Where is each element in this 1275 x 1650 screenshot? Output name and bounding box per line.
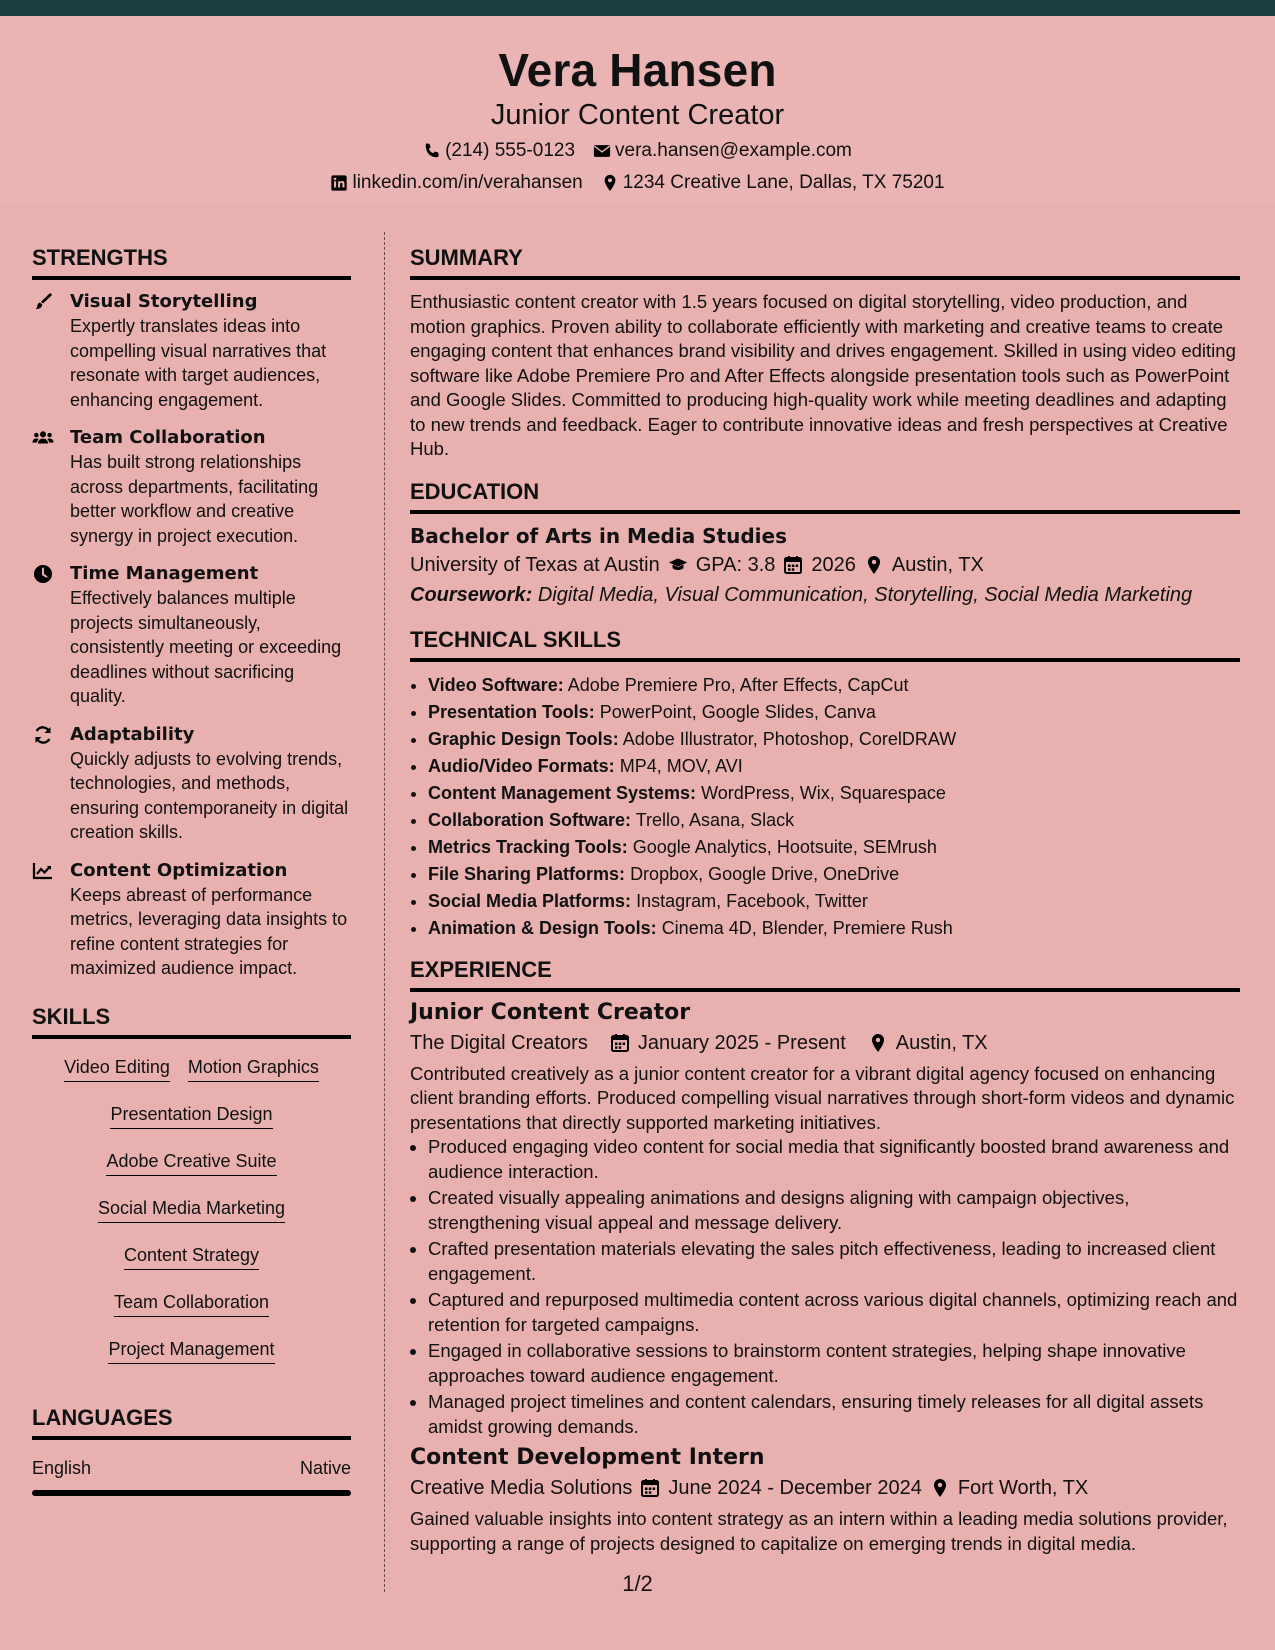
strength-title: Team Collaboration bbox=[70, 427, 266, 448]
skill-tag: Project Management bbox=[108, 1337, 274, 1364]
job-bullet: • Produced engaging video content for social media that significantly boosted brand awareness and audience interaction. bbox=[428, 1135, 1240, 1184]
summary-text: Enthusiastic content creator with 1.5 years focused on digital storytelling, video production, and motion graphics. Proven ability to collaborate efficiently with marketing and creative teams to create engaging content that enhances brand visibility and drives engagement. Skilled in using video editing software like Adobe Premiere Pro and After Effects alongside presentation tools such as PowerPoint and Google Slides. Committed to producing high-quality work while meeting deadlines and adapting to new trends and feedback. Eager to contribute innovative ideas and fresh perspectives at Creative Hub. bbox=[410, 291, 1236, 459]
skill-row bbox=[32, 1102, 351, 1129]
skill-row bbox=[32, 1243, 351, 1270]
tech-skill-item bbox=[428, 699, 1240, 726]
paintbrush-icon bbox=[32, 290, 58, 412]
tech-skill-value: Adobe Illustrator, Photoshop, CorelDRAW bbox=[622, 728, 957, 749]
tech-skill-value: Google Analytics, Hootsuite, SEMrush bbox=[632, 836, 937, 857]
map-pin-icon bbox=[864, 555, 884, 575]
coursework-label: Coursework: bbox=[410, 583, 533, 606]
graduation-cap-icon bbox=[668, 555, 688, 575]
language-row bbox=[32, 1456, 351, 1480]
contact-row-1 bbox=[0, 139, 1275, 163]
education-school: University of Texas at Austin bbox=[410, 553, 660, 576]
job-bullet: • Created visually appealing animations and designs aligning with campaign objectives, strengthening visual appeal and message delivery. bbox=[428, 1186, 1240, 1235]
skill-tag: Presentation Design bbox=[110, 1102, 272, 1129]
tech-skill-label: Animation & Design Tools: bbox=[428, 917, 657, 938]
strength-item bbox=[32, 426, 351, 548]
job-description: Contributed creatively as a junior content creator for a vibrant digital agency focused on enhancing client branding efforts. Produced compelling visual narratives through short-form videos and dynamic presentations that directly supported marketing initiatives. bbox=[410, 1062, 1235, 1133]
job-entry bbox=[410, 1443, 1240, 1556]
address-text: 1234 Creative Lane, Dallas, TX 75201 bbox=[622, 172, 945, 193]
job-company: The Digital Creators bbox=[410, 1031, 588, 1054]
strength-item bbox=[32, 723, 351, 845]
tech-skill-value: PowerPoint, Google Slides, Canva bbox=[599, 701, 876, 722]
skill-tag: Video Editing bbox=[64, 1055, 170, 1082]
job-meta bbox=[410, 1028, 1240, 1058]
strength-item bbox=[32, 562, 351, 709]
job-bullet: • Captured and repurposed multimedia content across various digital channels, optimizing reach and retention for targeted campaigns. bbox=[428, 1288, 1240, 1337]
job-location: Austin, TX bbox=[895, 1031, 988, 1054]
strength-title: Visual Storytelling bbox=[70, 291, 258, 312]
coursework-text: Digital Media, Visual Communication, Storytelling, Social Media Marketing bbox=[537, 583, 1193, 606]
calendar-icon bbox=[610, 1033, 630, 1053]
tech-skill-label: Metrics Tracking Tools: bbox=[428, 836, 628, 857]
skills-list bbox=[32, 1049, 351, 1364]
skill-tag: Content Strategy bbox=[124, 1243, 259, 1270]
sync-icon bbox=[32, 723, 58, 845]
tech-skill-item bbox=[428, 915, 1240, 942]
tech-skill-item bbox=[428, 780, 1240, 807]
strength-desc: Effectively balances multiple projects simultaneously, consistently meeting or exceeding deadlines without sacrificing quality. bbox=[70, 588, 342, 706]
column-divider bbox=[384, 232, 385, 1592]
map-pin-icon bbox=[601, 174, 619, 192]
tech-skill-value: MP4, MOV, AVI bbox=[619, 755, 743, 776]
tech-skill-value: Dropbox, Google Drive, OneDrive bbox=[630, 863, 900, 884]
clock-icon bbox=[32, 562, 58, 709]
language-level: Native bbox=[299, 1457, 351, 1478]
strength-desc: Expertly translates ideas into compelling visual narratives that resonate with target audiences, enhancing engagement. bbox=[70, 316, 327, 410]
candidate-name: Vera Hansen bbox=[498, 44, 777, 96]
phone-icon bbox=[423, 142, 441, 160]
tech-skill-item bbox=[428, 672, 1240, 699]
tech-skill-label: Audio/Video Formats: bbox=[428, 755, 615, 776]
strength-title: Content Optimization bbox=[70, 859, 288, 881]
left-column bbox=[32, 244, 351, 1496]
coursework bbox=[410, 580, 1240, 610]
tech-skill-item bbox=[428, 807, 1240, 834]
map-pin-icon bbox=[868, 1033, 888, 1053]
job-title: Content Development Intern bbox=[410, 1445, 765, 1470]
experience-heading: EXPERIENCE bbox=[410, 956, 1240, 992]
job-bullet: • Managed project timelines and content calendars, ensuring timely releases for all digital assets amidst growing demands. bbox=[428, 1390, 1240, 1439]
education-year: 2026 bbox=[811, 553, 856, 576]
strength-desc: Quickly adjusts to evolving trends, technologies, and methods, ensuring contemporaneity in digital creation skills. bbox=[70, 748, 349, 842]
tech-skill-label: Presentation Tools: bbox=[428, 701, 595, 722]
strengths-heading: STRENGTHS bbox=[32, 244, 351, 280]
tech-skill-label: Graphic Design Tools: bbox=[428, 728, 619, 749]
language-level-bar bbox=[32, 1490, 351, 1496]
job-description: Gained valuable insights into content strategy as an intern within a leading media solutions provider, supporting a range of projects designed to capitalize on emerging trends in digital media. bbox=[410, 1508, 1228, 1554]
tech-skill-item bbox=[428, 726, 1240, 753]
tech-skill-label: Collaboration Software: bbox=[428, 809, 632, 830]
map-pin-icon bbox=[930, 1478, 950, 1498]
tech-skill-item bbox=[428, 834, 1240, 861]
strength-item bbox=[32, 290, 351, 412]
calendar-icon bbox=[783, 555, 803, 575]
users-icon bbox=[32, 426, 58, 548]
tech-skill-value: WordPress, Wix, Squarespace bbox=[701, 782, 946, 803]
linkedin-text: linkedin.com/in/verahansen bbox=[352, 172, 583, 193]
tech-skill-item bbox=[428, 753, 1240, 780]
email-text: vera.hansen@example.com bbox=[615, 140, 852, 161]
summary-heading: SUMMARY bbox=[410, 244, 1240, 280]
skill-row bbox=[32, 1337, 351, 1364]
strength-desc: Has built strong relationships across departments, facilitating better workflow and creative synergy in project execution. bbox=[70, 452, 319, 546]
job-location: Fort Worth, TX bbox=[957, 1477, 1089, 1499]
technical-skills-heading: TECHNICAL SKILLS bbox=[410, 626, 1240, 662]
envelope-icon bbox=[593, 142, 611, 160]
skill-tag: Social Media Marketing bbox=[98, 1196, 285, 1223]
phone-contact[interactable] bbox=[423, 139, 575, 163]
contact-row-2 bbox=[0, 171, 1275, 195]
job-bullets bbox=[410, 1135, 1240, 1439]
job-company: Creative Media Solutions bbox=[410, 1477, 633, 1499]
right-column bbox=[410, 244, 1240, 1556]
tech-skill-item bbox=[428, 888, 1240, 915]
education-degree: Bachelor of Arts in Media Studies bbox=[410, 523, 787, 548]
candidate-title: Junior Content Creator bbox=[490, 99, 785, 131]
tech-skill-item bbox=[428, 861, 1240, 888]
skill-tag: Team Collaboration bbox=[114, 1290, 269, 1317]
top-accent-bar bbox=[0, 0, 1275, 16]
tech-skill-label: Social Media Platforms: bbox=[428, 890, 632, 911]
email-contact[interactable] bbox=[593, 139, 852, 163]
tech-skill-value: Adobe Premiere Pro, After Effects, CapCut bbox=[567, 674, 909, 695]
education-meta bbox=[410, 550, 1240, 580]
skill-row bbox=[32, 1055, 351, 1082]
tech-skill-label: Video Software: bbox=[428, 674, 564, 695]
strength-desc: Keeps abreast of performance metrics, leveraging data insights to refine content strategies for maximized audience impact. bbox=[70, 884, 348, 978]
resume-header bbox=[0, 16, 1275, 204]
skill-row bbox=[32, 1196, 351, 1223]
address-contact bbox=[601, 171, 945, 195]
tech-skill-label: File Sharing Platforms: bbox=[428, 863, 626, 884]
language-name: English bbox=[32, 1457, 92, 1478]
job-title: Junior Content Creator bbox=[410, 999, 691, 1025]
education-location: Austin, TX bbox=[891, 553, 984, 576]
chart-line-icon bbox=[32, 859, 58, 981]
skill-row bbox=[32, 1290, 351, 1317]
job-bullet: • Engaged in collaborative sessions to brainstorm content strategies, helping shape innovative approaches toward audience engagement. bbox=[428, 1339, 1240, 1388]
strength-title: Time Management bbox=[70, 563, 259, 584]
linkedin-contact[interactable] bbox=[330, 171, 582, 195]
strength-title: Adaptability bbox=[70, 723, 195, 745]
calendar-icon bbox=[640, 1478, 660, 1498]
phone-text: (214) 555-0123 bbox=[445, 140, 576, 161]
education-gpa: GPA: 3.8 bbox=[695, 553, 776, 576]
job-meta bbox=[410, 1473, 1240, 1503]
skills-heading: SKILLS bbox=[32, 1003, 351, 1039]
skill-tag: Adobe Creative Suite bbox=[106, 1149, 276, 1176]
job-bullet: • Crafted presentation materials elevating the sales pitch effectiveness, leading to increased client engagement. bbox=[428, 1237, 1240, 1286]
skill-row bbox=[32, 1149, 351, 1176]
tech-skill-value: Instagram, Facebook, Twitter bbox=[636, 890, 868, 911]
languages-heading: LANGUAGES bbox=[32, 1404, 351, 1440]
strength-item bbox=[32, 859, 351, 981]
languages-section bbox=[32, 1404, 351, 1496]
job-dates: June 2024 - December 2024 bbox=[668, 1477, 922, 1499]
page-number: 1/2 bbox=[622, 1571, 653, 1596]
tech-skill-value: Cinema 4D, Blender, Premiere Rush bbox=[661, 917, 953, 938]
education-heading: EDUCATION bbox=[410, 478, 1240, 514]
skill-tag: Motion Graphics bbox=[188, 1055, 319, 1082]
tech-skill-value: Trello, Asana, Slack bbox=[635, 809, 795, 830]
job-dates: January 2025 - Present bbox=[637, 1031, 846, 1054]
tech-skill-label: Content Management Systems: bbox=[428, 782, 697, 803]
job-entry bbox=[410, 998, 1240, 1440]
linkedin-icon bbox=[330, 174, 348, 192]
technical-skills-list bbox=[410, 672, 1240, 942]
